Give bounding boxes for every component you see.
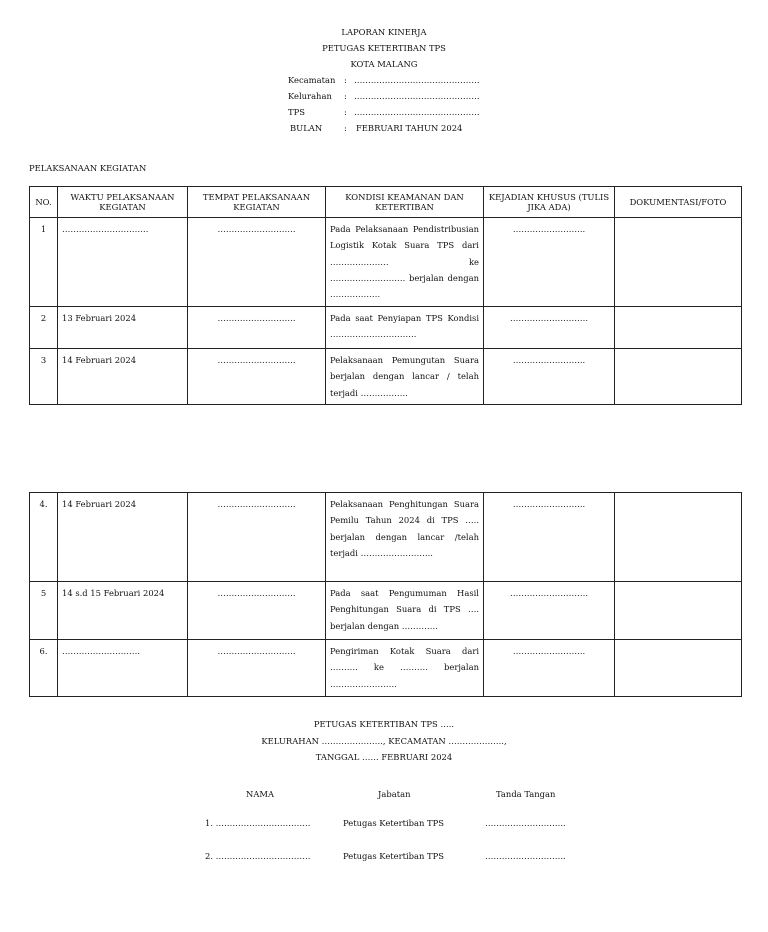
- cell-dokumentasi: [615, 218, 742, 307]
- table-row: [30, 493, 742, 582]
- cell-kondisi: Pada saat Pengumuman Hasil Penghitungan Suara di TPS …. berjalan dengan ………….: [326, 582, 484, 640]
- cell-kejadian: ……………………..: [484, 640, 615, 697]
- field-label: Kecamatan: [288, 75, 336, 85]
- signer-1-ttd: ………………………..: [485, 818, 566, 828]
- section-title: PELAKSANAAN KEGIATAN: [29, 163, 147, 173]
- report-subtitle: PETUGAS KETERTIBAN TPS: [322, 43, 446, 53]
- report-city: KOTA MALANG: [350, 59, 418, 69]
- cell-no: 3: [30, 349, 58, 405]
- sig-header-jabatan: Jabatan: [378, 789, 411, 799]
- field-value: FEBRUARI TAHUN 2024: [356, 123, 463, 133]
- cell-no: 5: [30, 582, 58, 640]
- field-colon: :: [344, 75, 347, 85]
- cell-waktu: ………………………….: [58, 218, 188, 307]
- header-dokumentasi: DOKUMENTASI/FOTO: [615, 187, 742, 218]
- field-colon: :: [344, 107, 347, 117]
- cell-waktu: 14 Februari 2024: [58, 349, 188, 405]
- cell-kondisi: Pengiriman Kotak Suara dari ………. ke ………. berjalan ……………………: [326, 640, 484, 697]
- field-colon: :: [344, 123, 347, 133]
- cell-kondisi: Pada Pelaksanaan Pendistribusian Logistik Kotak Suara TPS dari ………………… ke ……………………… berjalan dengan ………………: [326, 218, 484, 307]
- cell-kejadian: ……………………….: [484, 307, 615, 349]
- cell-dokumentasi: [615, 582, 742, 640]
- kegiatan-table-2: [29, 492, 742, 697]
- field-kecamatan: [288, 75, 480, 85]
- signer-2-ttd: ………………………..: [485, 851, 566, 861]
- signer-2-jabatan: Petugas Ketertiban TPS: [343, 851, 445, 861]
- sig-header-nama: NAMA: [246, 789, 274, 799]
- header-tempat: TEMPAT PELAKSANAAN KEGIATAN: [188, 187, 326, 218]
- footer-line-petugas: PETUGAS KETERTIBAN TPS …..: [313, 719, 455, 729]
- field-colon: :: [344, 91, 347, 101]
- field-value: ………………………………………: [354, 107, 480, 117]
- cell-waktu: 13 Februari 2024: [58, 307, 188, 349]
- table-row: [30, 218, 742, 307]
- footer-line-tanggal: TANGGAL …… FEBRUARI 2024: [315, 752, 453, 762]
- cell-tempat: ……………………….: [188, 349, 326, 405]
- field-tps: [288, 107, 480, 117]
- table-row: [30, 582, 742, 640]
- table-row: [30, 349, 742, 405]
- cell-no: 4.: [30, 493, 58, 582]
- signer-1-nama: 1. …………………………….: [205, 818, 311, 828]
- cell-kejadian: ……………………..: [484, 218, 615, 307]
- header-waktu: WAKTU PELAKSANAAN KEGIATAN: [58, 187, 188, 218]
- table-row: [30, 307, 742, 349]
- field-label: Kelurahan: [288, 91, 332, 101]
- kegiatan-table-1: [29, 186, 742, 405]
- field-label: BULAN: [290, 123, 323, 133]
- cell-dokumentasi: [615, 307, 742, 349]
- cell-tempat: ……………………….: [188, 307, 326, 349]
- header-kondisi: KONDISI KEAMANAN DAN KETERTIBAN: [326, 187, 484, 218]
- sig-header-ttd: Tanda Tangan: [496, 789, 556, 799]
- field-value: ………………………………………: [354, 75, 480, 85]
- cell-kejadian: ……………………..: [484, 349, 615, 405]
- header-kejadian: KEJADIAN KHUSUS (TULIS JIKA ADA): [484, 187, 615, 218]
- signer-1-jabatan: Petugas Ketertiban TPS: [343, 818, 445, 828]
- cell-no: 6.: [30, 640, 58, 697]
- cell-tempat: ……………………….: [188, 493, 326, 582]
- footer-line-kelurahan: KELURAHAN …………………., KECAMATAN ………………..,: [261, 736, 507, 746]
- field-kelurahan: [288, 91, 480, 101]
- field-bulan: [288, 123, 462, 133]
- cell-waktu: ……………………….: [58, 640, 188, 697]
- report-title: LAPORAN KINERJA: [341, 27, 427, 37]
- field-value: ………………………………………: [354, 91, 480, 101]
- cell-waktu: 14 s.d 15 Februari 2024: [58, 582, 188, 640]
- header-no: NO.: [30, 187, 58, 218]
- cell-kejadian: ……………………….: [484, 582, 615, 640]
- cell-dokumentasi: [615, 640, 742, 697]
- cell-no: 1: [30, 218, 58, 307]
- cell-no: 2: [30, 307, 58, 349]
- cell-dokumentasi: [615, 349, 742, 405]
- cell-kejadian: ……………………..: [484, 493, 615, 582]
- cell-dokumentasi: [615, 493, 742, 582]
- table-row: [30, 640, 742, 697]
- table-header-row: [30, 187, 742, 218]
- cell-kondisi: Pelaksanaan Pemungutan Suara berjalan dengan lancar / telah terjadi ……………..: [326, 349, 484, 405]
- cell-kondisi: Pada saat Penyiapan TPS Kondisi ………………………….: [326, 307, 484, 349]
- cell-tempat: ……………………….: [188, 640, 326, 697]
- field-label: TPS: [288, 107, 305, 117]
- cell-waktu: 14 Februari 2024: [58, 493, 188, 582]
- cell-tempat: ……………………….: [188, 218, 326, 307]
- cell-kondisi: Pelaksanaan Penghitungan Suara Pemilu Tahun 2024 di TPS ….. berjalan dengan lancar /telah terjadi ……………………..: [326, 493, 484, 582]
- signer-2-nama: 2. …………………………….: [205, 851, 311, 861]
- cell-tempat: ……………………….: [188, 582, 326, 640]
